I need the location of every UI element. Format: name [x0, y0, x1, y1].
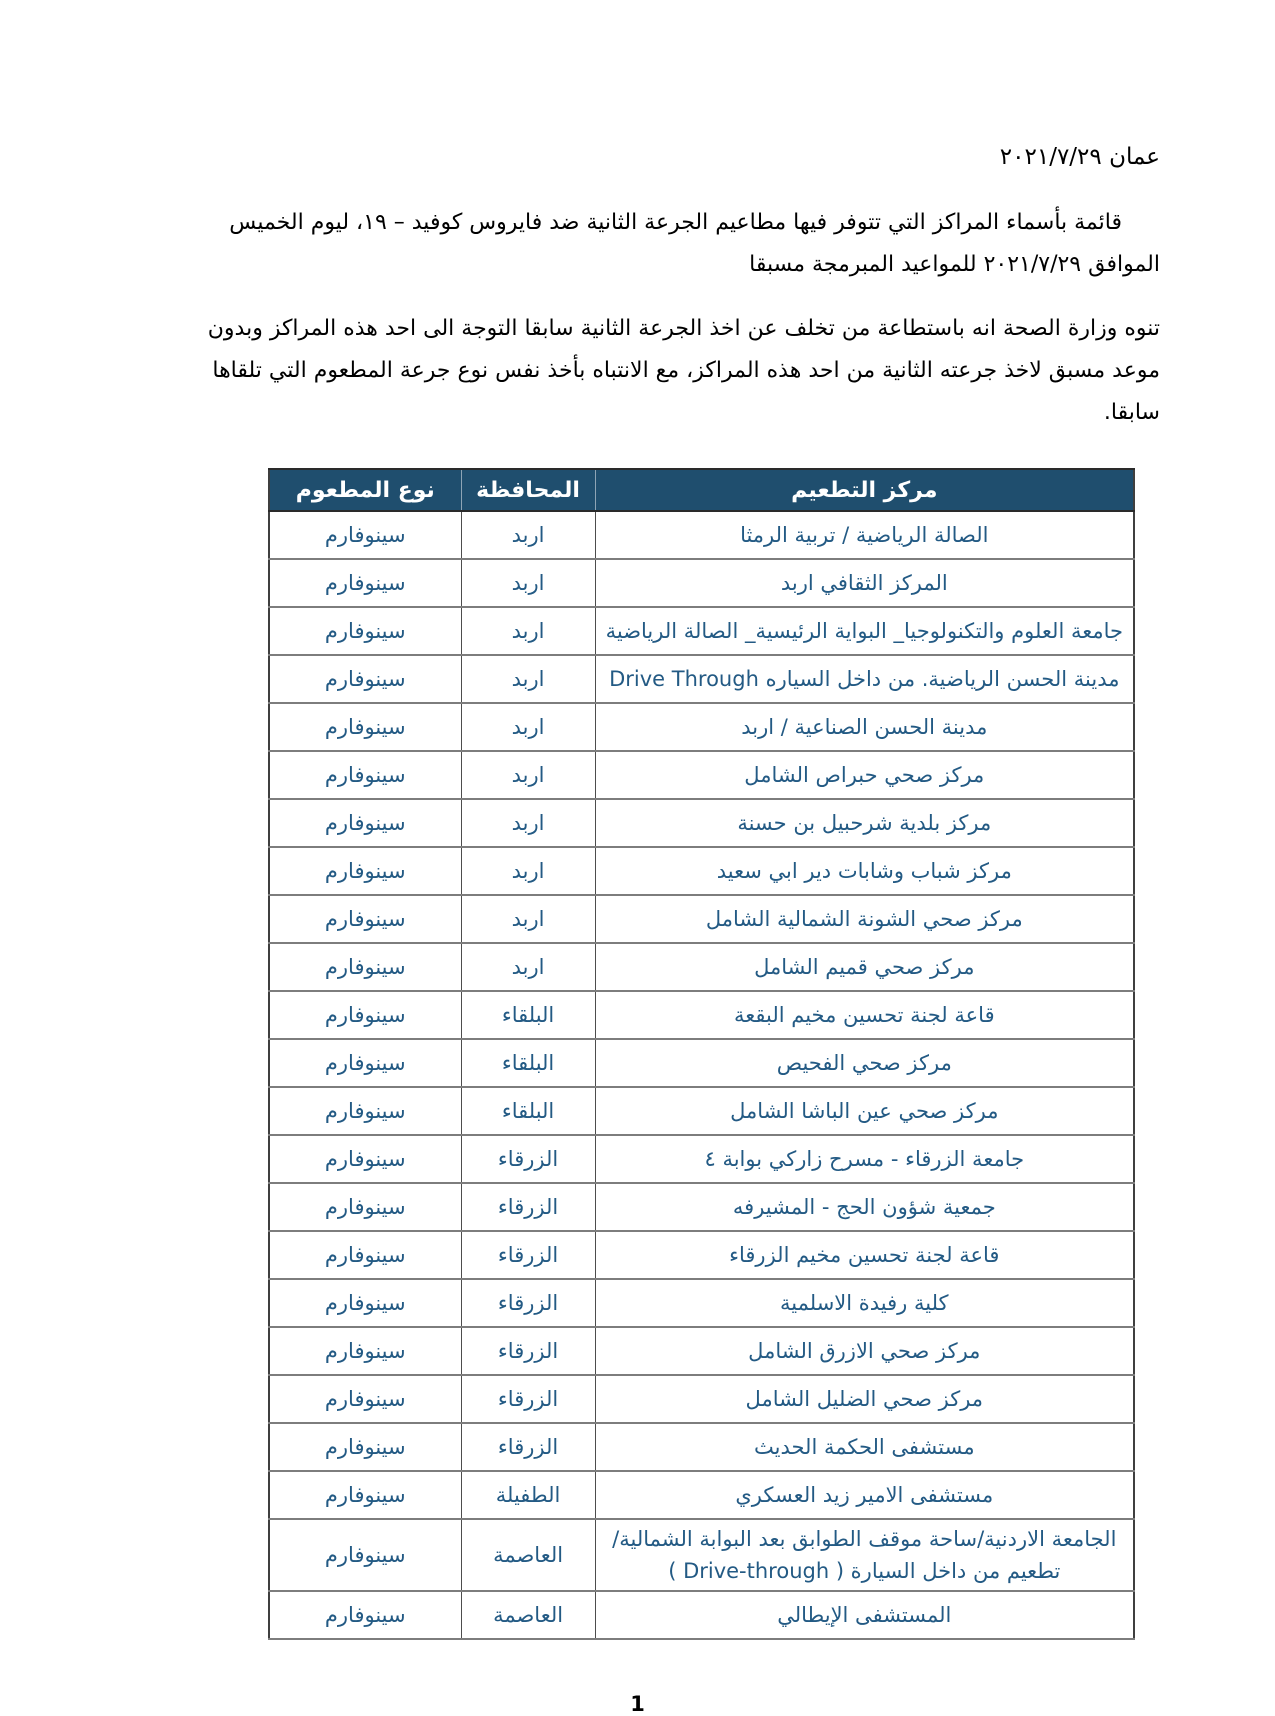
cell-vaccination-center: مستشفى الامير زيد العسكري [595, 1471, 1134, 1519]
cell-vaccination-center: مركز صحي الشونة الشمالية الشامل [595, 895, 1134, 943]
notice-paragraph: تنوه وزارة الصحة انه باستطاعة من تخلف عن اخذ الجرعة الثانية سابقا التوجة الى احد هذه المراكز وبدون موعد مسبق لاخذ جرعته الثانية من احد هذه المراكز، مع الانتباه بأخذ نفس نوع جرعة المطعوم التي تلقاها سابقا. [207, 316, 1160, 425]
cell-governorate: الزرقاء [461, 1183, 595, 1231]
cell-vaccine-type: سينوفارم [269, 991, 461, 1039]
cell-vaccine-type: سينوفارم [269, 1231, 461, 1279]
cell-governorate: اربد [461, 799, 595, 847]
table-row [269, 895, 1134, 943]
cell-governorate: الزرقاء [461, 1327, 595, 1375]
table-row [269, 1519, 1134, 1591]
table-row [269, 607, 1134, 655]
cell-governorate: البلقاء [461, 1039, 595, 1087]
table-row [269, 703, 1134, 751]
cell-vaccination-center: مركز صحي الازرق الشامل [595, 1327, 1134, 1375]
cell-vaccination-center: الجامعة الاردنية/ساحة موقف الطوابق بعد البوابة الشمالية/تطعيم من داخل السيارة ( Drive-through ) [595, 1519, 1134, 1591]
table-row [269, 1471, 1134, 1519]
table-body [269, 511, 1134, 1639]
table-row [269, 943, 1134, 991]
table-row [269, 1591, 1134, 1639]
cell-vaccine-type: سينوفارم [269, 751, 461, 799]
cell-governorate: اربد [461, 703, 595, 751]
cell-vaccine-type: سينوفارم [269, 1375, 461, 1423]
cell-vaccine-type: سينوفارم [269, 1279, 461, 1327]
table-row [269, 511, 1134, 559]
cell-vaccine-type: سينوفارم [269, 1039, 461, 1087]
cell-vaccine-type: سينوفارم [269, 703, 461, 751]
cell-vaccination-center: قاعة لجنة تحسين مخيم البقعة [595, 991, 1134, 1039]
table-row [269, 1039, 1134, 1087]
cell-governorate: اربد [461, 559, 595, 607]
cell-governorate: اربد [461, 655, 595, 703]
cell-vaccination-center: جامعة العلوم والتكنولوجيا_ البواية الرئيسية_ الصالة الرياضية [595, 607, 1134, 655]
table-header-row [269, 469, 1134, 511]
cell-governorate: الزرقاء [461, 1423, 595, 1471]
cell-vaccine-type: سينوفارم [269, 607, 461, 655]
cell-vaccination-center: جامعة الزرقاء - مسرح زاركي بوابة ٤ [595, 1135, 1134, 1183]
cell-vaccine-type: سينوفارم [269, 1135, 461, 1183]
cell-vaccination-center: مدينة الحسن الصناعية / اربد [595, 703, 1134, 751]
cell-vaccine-type: سينوفارم [269, 655, 461, 703]
table-row [269, 1231, 1134, 1279]
table-row [269, 991, 1134, 1039]
cell-governorate: اربد [461, 751, 595, 799]
date-line: عمان ٢٠٢١/٧/٢٩ [999, 144, 1160, 170]
cell-vaccine-type: سينوفارم [269, 943, 461, 991]
cell-vaccination-center: مركز صحي عين الباشا الشامل [595, 1087, 1134, 1135]
cell-governorate: البلقاء [461, 991, 595, 1039]
table-row [269, 559, 1134, 607]
cell-vaccination-center: الصالة الرياضية / تربية الرمثا [595, 511, 1134, 559]
cell-vaccination-center: المركز الثقافي اربد [595, 559, 1134, 607]
header-cell-governorate: المحافظة [461, 469, 595, 511]
table-row [269, 655, 1134, 703]
cell-vaccine-type: سينوفارم [269, 1183, 461, 1231]
cell-governorate: الزرقاء [461, 1279, 595, 1327]
table-row [269, 1327, 1134, 1375]
cell-vaccine-type: سينوفارم [269, 1519, 461, 1591]
cell-governorate: اربد [461, 895, 595, 943]
header-cell-vaccine-type: نوع المطعوم [269, 469, 461, 511]
cell-governorate: اربد [461, 607, 595, 655]
table-row [269, 1279, 1134, 1327]
cell-vaccination-center: قاعة لجنة تحسين مخيم الزرقاء [595, 1231, 1134, 1279]
cell-vaccine-type: سينوفارم [269, 1327, 461, 1375]
cell-vaccination-center: المستشفى الإيطالي [595, 1591, 1134, 1639]
cell-vaccine-type: سينوفارم [269, 895, 461, 943]
table-row [269, 1135, 1134, 1183]
cell-vaccination-center: مستشفى الحكمة الحديث [595, 1423, 1134, 1471]
table-header [269, 469, 1134, 511]
cell-governorate: البلقاء [461, 1087, 595, 1135]
cell-vaccination-center: مركز شباب وشابات دير ابي سعيد [595, 847, 1134, 895]
page-number: 1 [630, 1692, 645, 1716]
header-cell-vaccination-center: مركز التطعيم [595, 469, 1134, 511]
cell-vaccine-type: سينوفارم [269, 511, 461, 559]
cell-governorate: الزرقاء [461, 1375, 595, 1423]
table-row [269, 1375, 1134, 1423]
cell-vaccination-center: مدينة الحسن الرياضية. من داخل السياره Drive Through [595, 655, 1134, 703]
intro-paragraph: قائمة بأسماء المراكز التي تتوفر فيها مطاعيم الجرعة الثانية ضد فايروس كوفيد – ١٩، ليوم الخميس الموافق ٢٠٢١/٧/٢٩ للمواعيد المبرمجة مسبقا [229, 210, 1160, 277]
cell-vaccine-type: سينوفارم [269, 1591, 461, 1639]
cell-vaccination-center: جمعية شؤون الحج - المشيرفه [595, 1183, 1134, 1231]
cell-governorate: العاصمة [461, 1519, 595, 1591]
cell-governorate: اربد [461, 943, 595, 991]
cell-vaccination-center: مركز صحي الضليل الشامل [595, 1375, 1134, 1423]
cell-vaccination-center: مركز صحي الفحيص [595, 1039, 1134, 1087]
cell-governorate: اربد [461, 511, 595, 559]
cell-vaccination-center: كلية رفيدة الاسلمية [595, 1279, 1134, 1327]
table-row [269, 847, 1134, 895]
cell-governorate: اربد [461, 847, 595, 895]
table-row [269, 1423, 1134, 1471]
cell-governorate: الطفيلة [461, 1471, 595, 1519]
cell-governorate: الزرقاء [461, 1231, 595, 1279]
table-row [269, 1087, 1134, 1135]
cell-governorate: العاصمة [461, 1591, 595, 1639]
cell-governorate: الزرقاء [461, 1135, 595, 1183]
cell-vaccination-center: مركز بلدية شرحبيل بن حسنة [595, 799, 1134, 847]
cell-vaccine-type: سينوفارم [269, 799, 461, 847]
table-row [269, 799, 1134, 847]
vaccination-centers-table [268, 468, 1135, 1640]
cell-vaccine-type: سينوفارم [269, 1087, 461, 1135]
cell-vaccine-type: سينوفارم [269, 1423, 461, 1471]
cell-vaccination-center: مركز صحي قميم الشامل [595, 943, 1134, 991]
table-row [269, 1183, 1134, 1231]
cell-vaccine-type: سينوفارم [269, 1471, 461, 1519]
table-row [269, 751, 1134, 799]
cell-vaccine-type: سينوفارم [269, 847, 461, 895]
cell-vaccine-type: سينوفارم [269, 559, 461, 607]
cell-vaccination-center: مركز صحي حبراص الشامل [595, 751, 1134, 799]
